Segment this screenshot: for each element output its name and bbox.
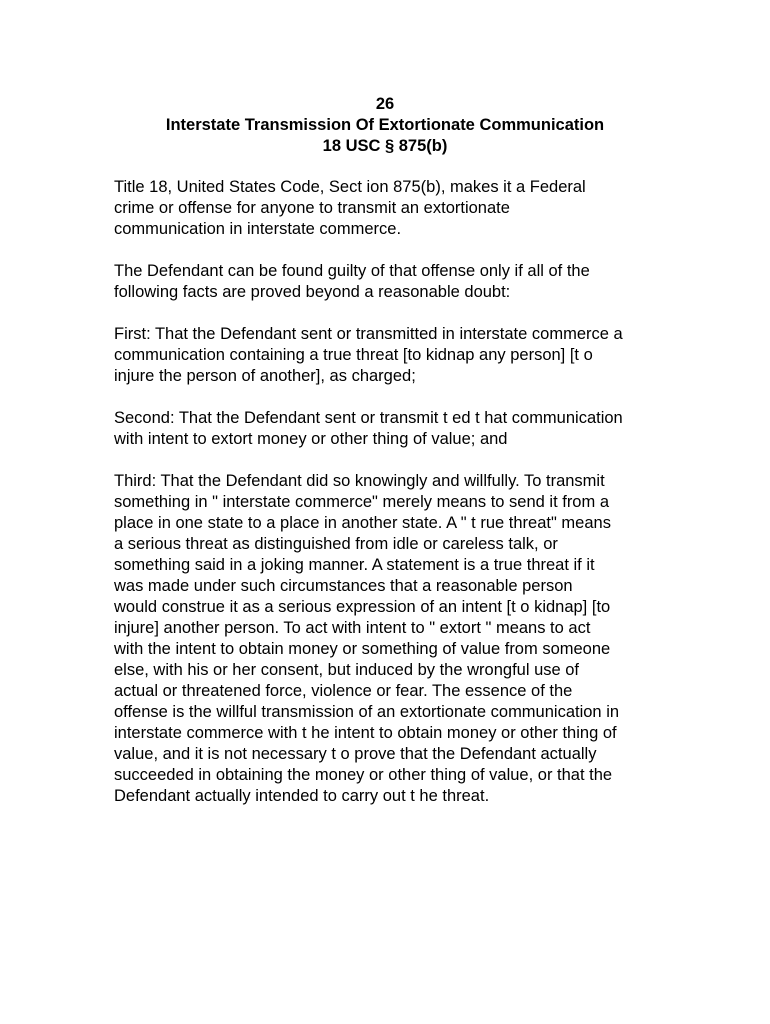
document-body	[114, 177, 674, 807]
paragraph	[114, 177, 674, 240]
text-line: actual or threatened force, violence or fear. The essence of the	[114, 682, 573, 700]
text-line: succeeded in obtaining the money or other thing of value, or that the	[114, 766, 613, 784]
text-line: communication in interstate commerce.	[114, 220, 402, 238]
text-line: a serious threat as distinguished from idle or careless talk, or	[114, 535, 558, 553]
text-line: Title 18, United States Code, Sect ion 875(b), makes it a Federal	[114, 178, 586, 196]
text-line: else, with his or her consent, but induced by the wrongful use of	[114, 661, 580, 679]
text-line: value, and it is not necessary t o prove that the Defendant actually	[114, 745, 597, 763]
text-line: First: That the Defendant sent or transmitted in interstate commerce a	[114, 325, 623, 343]
text-line: injure] another person. To act with intent to " extort " means to act	[114, 619, 591, 637]
text-line: would construe it as a serious expression of an intent [t o kidnap] [to	[114, 598, 611, 616]
paragraph	[114, 408, 674, 450]
statute-citation: 18 USC § 875(b)	[322, 137, 448, 155]
paragraph-gap	[114, 387, 674, 408]
text-line: something said in a joking manner. A statement is a true threat if it	[114, 556, 595, 574]
text-line: injure the person of another], as charged;	[114, 367, 416, 385]
text-line: Second: That the Defendant sent or transmit t ed t hat communication	[114, 409, 623, 427]
instruction-number: 26	[375, 95, 395, 113]
paragraph-gap	[114, 240, 674, 261]
paragraph	[114, 324, 674, 387]
text-line: following facts are proved beyond a reasonable doubt:	[114, 283, 511, 301]
text-line: was made under such circumstances that a reasonable person	[114, 577, 573, 595]
document-heading	[0, 94, 770, 157]
text-line: place in one state to a place in another state. A " t rue threat" means	[114, 514, 611, 532]
text-line: Defendant actually intended to carry out t he threat.	[114, 787, 490, 805]
text-line: interstate commerce with t he intent to obtain money or other thing of	[114, 724, 617, 742]
text-line: with the intent to obtain money or something of value from someone	[114, 640, 611, 658]
text-line: The Defendant can be found guilty of that offense only if all of the	[114, 262, 590, 280]
instruction-title: Interstate Transmission Of Extortionate Communication	[165, 116, 605, 134]
paragraph	[114, 471, 674, 807]
text-line: with intent to extort money or other thing of value; and	[114, 430, 508, 448]
text-line: something in " interstate commerce" merely means to send it from a	[114, 493, 609, 511]
paragraph-gap	[114, 450, 674, 471]
text-line: offense is the willful transmission of an extortionate communication in	[114, 703, 620, 721]
text-line: crime or offense for anyone to transmit an extortionate	[114, 199, 510, 217]
paragraph	[114, 261, 674, 303]
paragraph-gap	[114, 303, 674, 324]
text-line: communication containing a true threat [to kidnap any person] [t o	[114, 346, 593, 364]
text-line: Third: That the Defendant did so knowingly and willfully. To transmit	[114, 472, 605, 490]
